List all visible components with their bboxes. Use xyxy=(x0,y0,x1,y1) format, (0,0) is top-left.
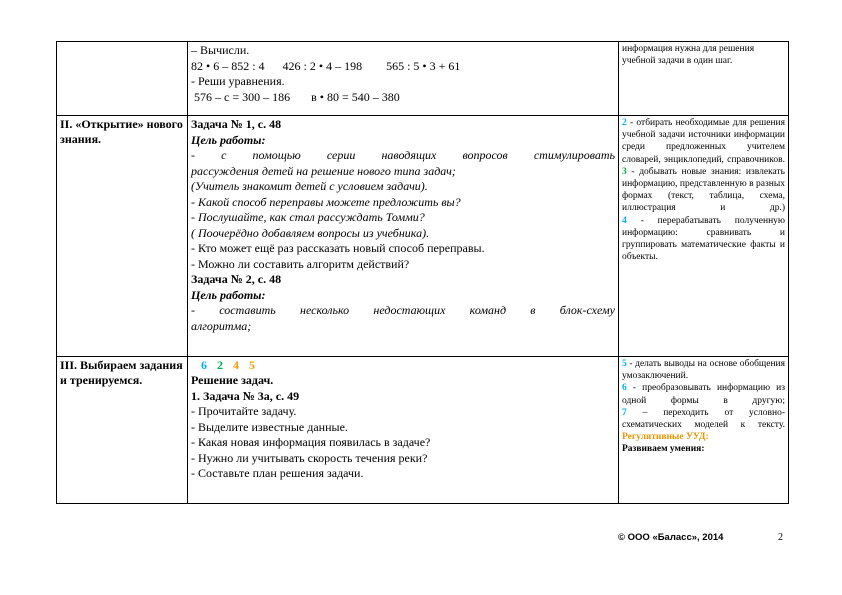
calc-expressions: 82 • 6 – 852 : 4 426 : 2 • 4 – 198 565 : 5 • 3 + 61 xyxy=(191,58,461,73)
teacher-note: (Учитель знакомит детей с условием задачи). xyxy=(191,179,428,193)
question: - Какой способ переправы можете предложить вы? xyxy=(191,194,461,209)
question: - Можно ли составить алгоритм действий? xyxy=(191,256,410,271)
task-title: 1. Задача № 3а, с. 49 xyxy=(191,388,300,403)
skill-item: 2 - отбирать необходимые для решения учебной задачи источники информации среди предложенных учителем словарей, энциклопедий, справочников. xyxy=(622,118,785,165)
goal-label: Цель работы: xyxy=(191,287,266,302)
stage-title: III. Выбираем задания и тренируемся. xyxy=(60,358,183,387)
task-title: Задача № 2, с. 48 xyxy=(191,272,282,286)
equations: 576 – с = 300 – 186 в • 80 = 540 – 380 xyxy=(191,89,400,104)
question: - Прочитайте задачу. xyxy=(191,404,297,418)
table-row xyxy=(57,42,789,116)
skills-cell: информация нужна для решения учебной задачи в один шаг. xyxy=(619,42,789,116)
goal-text: алгоритма; xyxy=(191,318,252,333)
skill-item: 4 - перерабатывать полученную информацию: сравнивать и группировать математические факты и объекты. xyxy=(622,215,785,263)
skill-numbers: 6 2 4 5 xyxy=(201,358,255,372)
skill-item: 7 – переходить от условно-схематических моделей к тексту. xyxy=(622,407,785,431)
stage-title: II. «Открытие» нового знания. xyxy=(60,117,183,146)
stage-cell xyxy=(57,42,188,116)
question: - Нужно ли учитывать скорость течения реки? xyxy=(191,450,428,465)
table-row xyxy=(57,116,789,357)
goal-text: рассуждения детей на решение нового типа задач; xyxy=(191,163,456,178)
goal-text: - с помощью серии наводящих вопросов стимулировать xyxy=(191,148,615,162)
content-cell xyxy=(188,42,619,116)
calc-heading: – Вычисли. xyxy=(191,43,250,57)
question: - Кто может ещё раз рассказать новый способ переправы. xyxy=(191,241,485,255)
question: - Послушайте, как стал рассуждать Томми? xyxy=(191,210,425,224)
skill-item: 3 - добывать новые знания: извлекать информацию, представленную в разных формах (текст, таблица, схема, иллюстрация и др.) xyxy=(622,166,786,214)
goal-label: Цель работы: xyxy=(191,132,266,147)
skills-cell xyxy=(619,116,789,357)
content-cell xyxy=(188,357,619,504)
skill-item: 6 - преобразовывать информацию из одной формы в другую; xyxy=(622,383,786,406)
question: - Выделите известные данные. xyxy=(191,419,348,434)
question: - Составьте план решения задачи. xyxy=(191,466,364,480)
copyright: © ООО «Баласс», 2014 xyxy=(618,532,724,543)
question: - Какая новая информация появилась в задаче? xyxy=(191,435,431,449)
develop-label: Развиваем умения: xyxy=(622,444,705,455)
skill-item: 5 - делать выводы на основе обобщения умозаключений. xyxy=(622,359,785,382)
stage-cell xyxy=(57,116,188,357)
page-number: 2 xyxy=(778,532,783,543)
section-title: Решение задач. xyxy=(191,373,274,387)
teacher-note: ( Поочерёдно добавляем вопросы из учебника). xyxy=(191,225,430,240)
skills-cell xyxy=(619,357,789,504)
task-title: Задача № 1, с. 48 xyxy=(191,117,282,131)
stage-cell xyxy=(57,357,188,504)
lesson-table xyxy=(56,41,789,504)
table-row xyxy=(57,357,789,504)
equations-heading: - Реши уравнения. xyxy=(191,74,285,88)
regulatory-label: Регулятивные УУД: xyxy=(622,432,709,443)
goal-text: - составить несколько недостающих команд в блок-схему xyxy=(191,303,615,317)
content-cell xyxy=(188,116,619,357)
